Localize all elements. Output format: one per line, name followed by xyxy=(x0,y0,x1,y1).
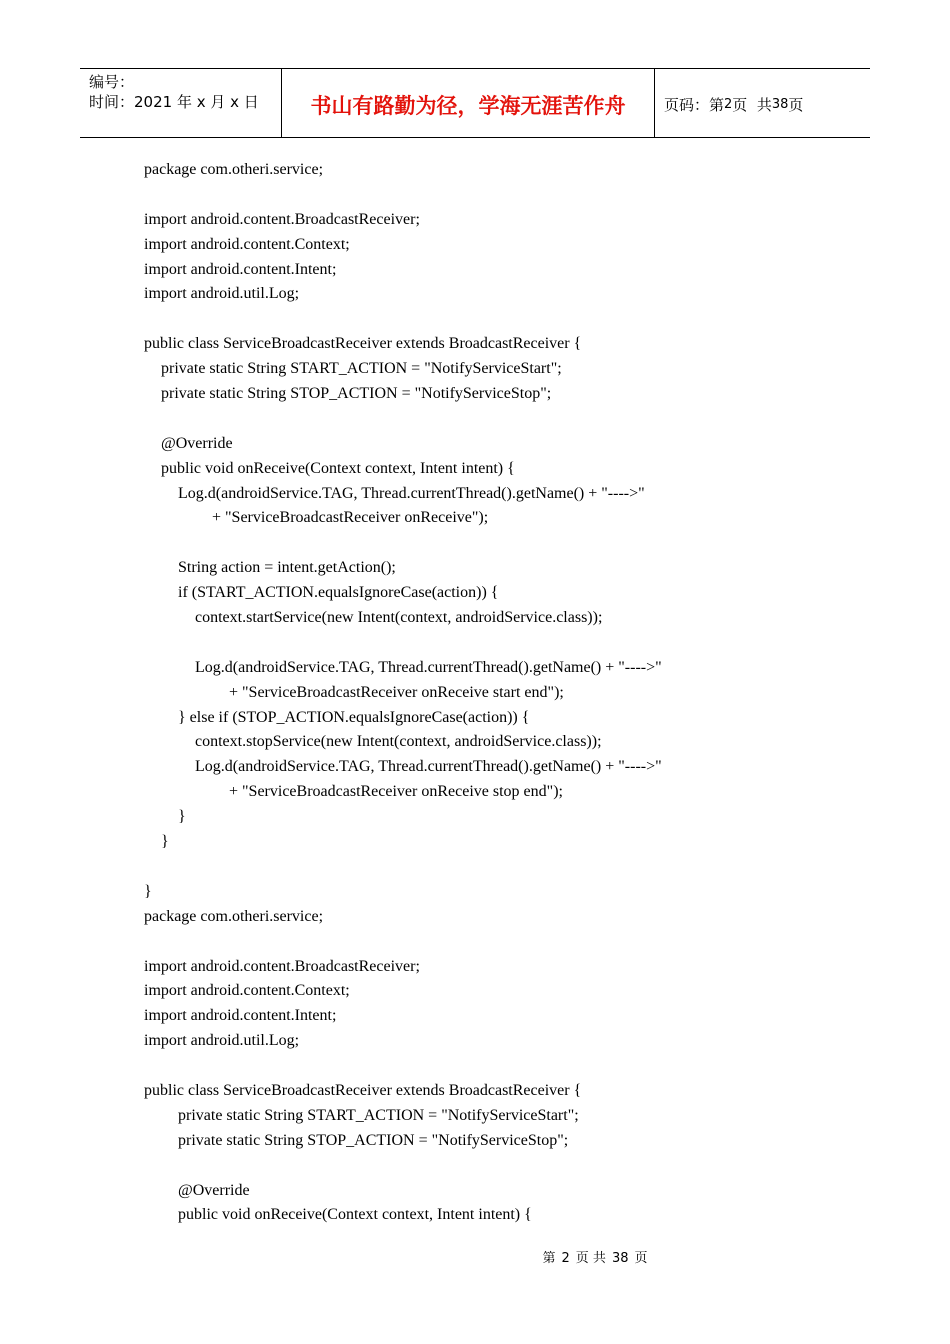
code-line: package com.otheri.service; xyxy=(144,161,324,178)
code-line: import android.util.Log; xyxy=(144,285,300,303)
code-line: } else if (STOP_ACTION.equalsIgnoreCase(action)) { xyxy=(178,708,530,726)
code-line xyxy=(144,307,864,332)
header-meta xyxy=(80,69,281,137)
code-line: private static String START_ACTION = "NotifyServiceStart"; xyxy=(161,360,562,378)
document-number-label: 编号： xyxy=(89,73,135,91)
code-line: import android.content.Context; xyxy=(144,982,350,1000)
code-line: Log.d(androidService.TAG, Thread.currentThread().getName() + "---->" xyxy=(195,758,662,776)
footer-current: 2 xyxy=(561,1251,570,1266)
code-line: + "ServiceBroadcastReceiver onReceive"); xyxy=(212,509,489,527)
header-page-indicator xyxy=(655,69,870,137)
code-line xyxy=(144,1054,864,1079)
code-line: import android.content.Intent; xyxy=(144,260,337,278)
code-line: Log.d(androidService.TAG, Thread.currentThread().getName() + "---->" xyxy=(178,484,645,502)
code-line: } xyxy=(144,882,152,900)
code-line: context.stopService(new Intent(context, androidService.class)); xyxy=(195,733,602,751)
footer-mid: 页 共 xyxy=(575,1251,606,1266)
page-suffix: 页 xyxy=(788,95,804,114)
code-line: @Override xyxy=(161,434,233,452)
code-line xyxy=(144,407,864,432)
code-line xyxy=(144,183,864,208)
footer-total: 38 xyxy=(611,1251,629,1266)
code-line: public class ServiceBroadcastReceiver extends BroadcastReceiver { xyxy=(144,335,582,353)
code-line: public class ServiceBroadcastReceiver extends BroadcastReceiver { xyxy=(144,1081,582,1099)
code-line: import android.content.Context; xyxy=(144,235,350,253)
code-line: Log.d(androidService.TAG, Thread.currentThread().getName() + "---->" xyxy=(195,658,662,676)
header-motto: 书山有路勤为径，学海无涯苦作舟 xyxy=(281,69,655,137)
code-line: import android.content.Intent; xyxy=(144,1007,337,1025)
page-footer xyxy=(0,1247,950,1266)
code-line xyxy=(144,1154,864,1179)
code-line xyxy=(144,855,864,880)
code-line xyxy=(144,930,864,955)
page-mid: 页 共 xyxy=(732,95,772,114)
code-line: + "ServiceBroadcastReceiver onReceive stop end"); xyxy=(229,783,563,801)
code-line: private static String STOP_ACTION = "NotifyServiceStop"; xyxy=(178,1131,569,1149)
footer-prefix: 第 xyxy=(542,1251,556,1266)
code-line xyxy=(144,631,864,656)
page-header xyxy=(80,68,870,138)
code-line: + "ServiceBroadcastReceiver onReceive start end"); xyxy=(229,683,564,701)
code-line: context.startService(new Intent(context, androidService.class)); xyxy=(195,609,603,627)
code-line: @Override xyxy=(178,1181,250,1199)
code-listing xyxy=(144,158,864,1228)
code-line: public void onReceive(Context context, Intent intent) { xyxy=(178,1206,532,1224)
page-total: 38 xyxy=(771,96,789,112)
code-line: if (START_ACTION.equalsIgnoreCase(action)) { xyxy=(178,584,499,602)
page-current: 2 xyxy=(724,96,733,112)
code-line: String action = intent.getAction(); xyxy=(178,559,396,577)
code-line: private static String STOP_ACTION = "NotifyServiceStop"; xyxy=(161,385,552,403)
code-line: import android.content.BroadcastReceiver; xyxy=(144,957,420,975)
code-line: public void onReceive(Context context, Intent intent) { xyxy=(161,459,515,477)
code-line: package com.otheri.service; xyxy=(144,907,324,925)
code-line: } xyxy=(178,808,186,826)
page-prefix: 页码：第 xyxy=(664,95,725,114)
code-line: } xyxy=(161,833,169,851)
footer-suffix: 页 xyxy=(634,1251,648,1266)
code-line xyxy=(144,531,864,556)
code-line: private static String START_ACTION = "NotifyServiceStart"; xyxy=(178,1106,579,1124)
code-line: import android.content.BroadcastReceiver; xyxy=(144,210,420,228)
code-line: import android.util.Log; xyxy=(144,1032,300,1050)
document-date: 时间：2021 年 x 月 x 日 xyxy=(89,93,259,111)
